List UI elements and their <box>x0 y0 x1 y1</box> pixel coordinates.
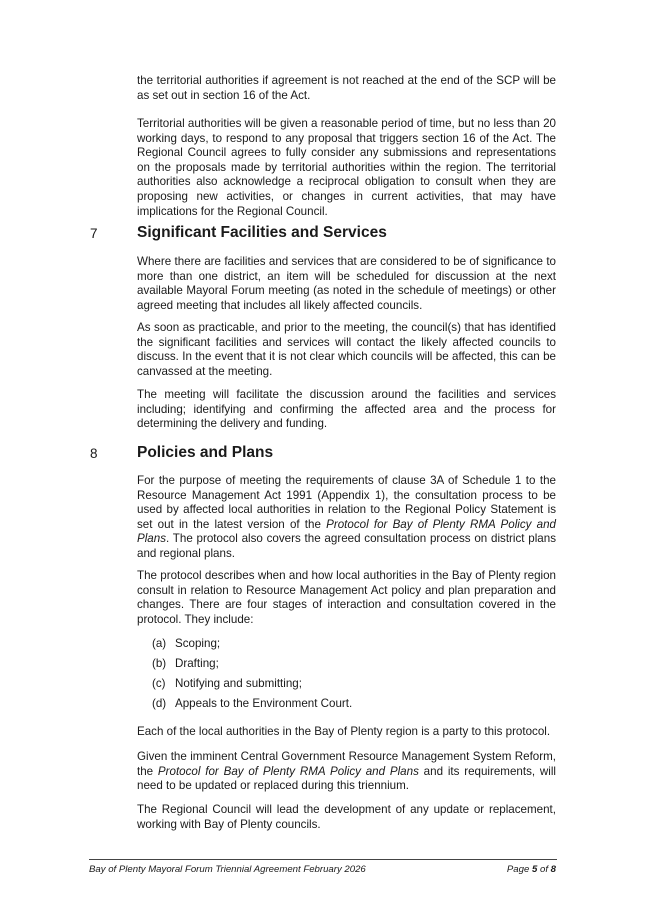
paragraph: Each of the local authorities in the Bay of Plenty region is a party to this protocol. <box>137 725 551 738</box>
list-item <box>152 677 302 692</box>
section-number: 7 <box>90 226 98 241</box>
list-marker: (a) <box>152 637 167 650</box>
list-text: Notifying and submitting; <box>175 677 302 690</box>
paragraph <box>137 474 556 562</box>
protocol-title: Protocol for Bay of Plenty RMA Policy and Plans <box>137 517 556 546</box>
footer-document-title: Bay of Plenty Mayoral Forum Triennial Agreement February 2026 <box>89 864 366 875</box>
paragraph: The protocol describes when and how local authorities in the Bay of Plenty region consult in relation to Resource Management Act policy and plan preparation and changes. There are four stages of interaction and consultation covered in the protocol. They include: <box>137 569 556 626</box>
paragraph-text: For the purpose of meeting the requirements of clause 3A of Schedule 1 to the Resource Management Act 1991 (Appendix 1), the consultation process to be used by affected local authorities in relation to the Regional Policy Statement is set out in the latest version of the <box>137 474 556 531</box>
list-text: Appeals to the Environment Court. <box>175 697 353 710</box>
paragraph: The Regional Council will lead the development of any update or replacement, working with Bay of Plenty councils. <box>137 803 556 831</box>
list-item <box>152 697 352 712</box>
section-number: 8 <box>90 446 98 461</box>
list-marker: (c) <box>152 677 166 690</box>
protocol-title: Protocol for Bay of Plenty RMA Policy and Plans <box>157 764 419 778</box>
paragraph-text: Given the imminent Central Government Resource Management System Reform, the <box>137 750 556 778</box>
paragraph: Territorial authorities will be given a reasonable period of time, but no less than 20 working days, to respond to any proposal that triggers section 16 of the Act. The Regional Council agrees to fully consider any submissions and representations on the proposals made by territorial authorities within the region. The territorial authorities also acknowledge a reciprocal obligation to consult when they are proposing new activities, or changes in current activities, that may have implications for the Regional Council. <box>137 117 556 218</box>
paragraph: As soon as practicable, and prior to the meeting, the council(s) that has identified the significant facilities and services will contact the likely affected councils to discuss. In the event that it is not clear which councils will be affected, this can be canvassed at the meeting. <box>137 321 556 378</box>
list-text: Drafting; <box>175 657 219 670</box>
list-marker: (d) <box>152 697 167 710</box>
paragraph: The meeting will facilitate the discussion around the facilities and services including; identifying and confirming the affected area and the process for determining the delivery and funding. <box>137 388 556 431</box>
list-text: Scoping; <box>175 637 221 650</box>
list-marker: (b) <box>152 657 167 670</box>
footer-page-number <box>507 864 556 875</box>
paragraph-text: . The protocol also covers the agreed consultation process on district plans and regional plans. <box>137 532 556 560</box>
page-label: Page <box>506 864 532 875</box>
paragraph-text: and its requirements, will need to be updated or replaced during this triennium. <box>137 764 556 793</box>
section-heading: Policies and Plans <box>137 444 274 461</box>
paragraph <box>137 750 556 794</box>
paragraph: Where there are facilities and services that are considered to be of significance to more than one district, an item will be scheduled for discussion at the next available Mayoral Forum meeting (as noted in the schedule of meetings) or other agreed meeting that includes all likely affected councils. <box>137 255 556 312</box>
list-item <box>152 637 220 652</box>
footer-divider <box>89 859 557 860</box>
paragraph: the territorial authorities if agreement is not reached at the end of the SCP will be as set out in section 16 of the Act. <box>137 74 556 102</box>
page-of-label: of <box>537 864 551 875</box>
page-total: 8 <box>550 864 556 875</box>
list-item <box>152 657 219 672</box>
page-current: 5 <box>531 864 538 875</box>
section-heading: Significant Facilities and Services <box>137 224 387 241</box>
